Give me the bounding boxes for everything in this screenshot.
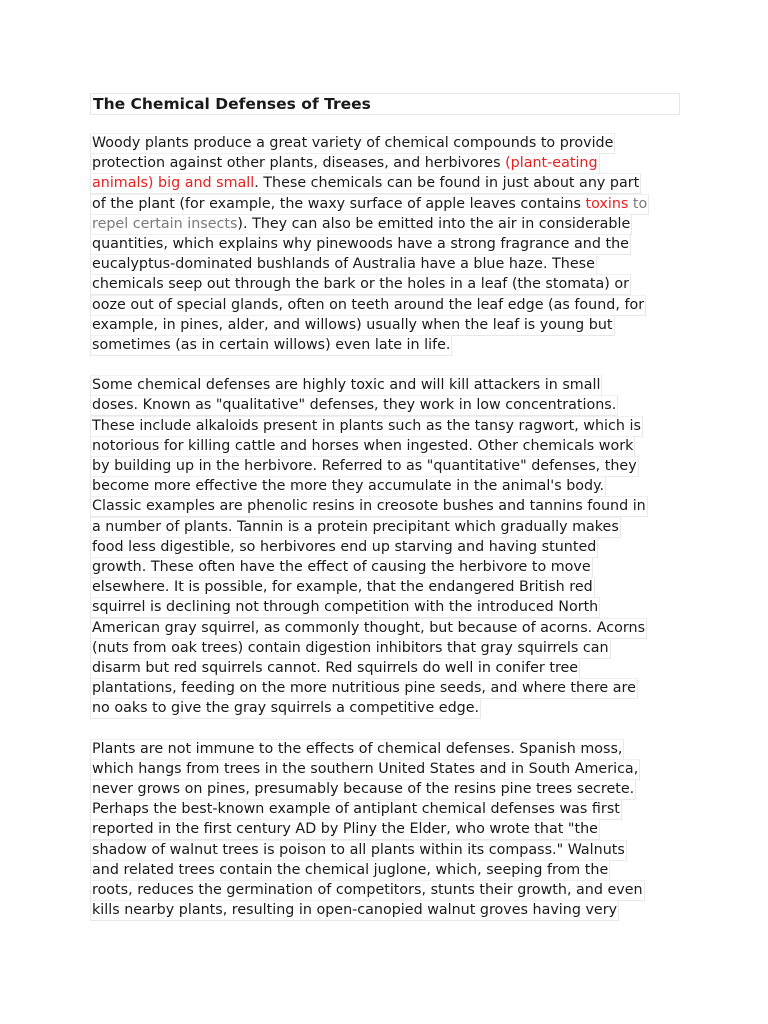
- text-line: [90, 415, 680, 435]
- text-line-box: [90, 759, 640, 780]
- text-line: [90, 697, 680, 717]
- text-line-box: [90, 597, 600, 618]
- text-segment: Plants are not immune to the effects of chemical defenses. Spanish moss,: [92, 740, 623, 757]
- text-line: [90, 576, 680, 596]
- text-line: [90, 435, 680, 455]
- text-line-box: [90, 274, 631, 295]
- text-line-box: [90, 557, 593, 578]
- text-line: [90, 495, 680, 515]
- text-line-box: [90, 860, 610, 881]
- text-line-box: [90, 900, 619, 921]
- text-line-box: [90, 234, 631, 255]
- text-segment: eucalyptus-dominated bushlands of Australia have a blue haze. These: [92, 256, 595, 273]
- text-segment: . These chemicals can be found in just about any part: [254, 175, 640, 192]
- text-segment: sometimes (as in certain willows) even late in life.: [92, 336, 451, 353]
- text-segment: which hangs from trees in the southern United States and in South America,: [92, 760, 639, 777]
- text-line-box: [90, 214, 632, 235]
- gray-highlight-text: repel certain insects: [92, 215, 238, 232]
- text-line: [90, 193, 680, 213]
- text-line: [90, 839, 680, 859]
- text-line: [90, 334, 680, 354]
- text-segment: elsewhere. It is possible, for example, that the endangered British red: [92, 579, 593, 596]
- text-segment: ). They can also be emitted into the air in considerable: [237, 215, 631, 232]
- text-segment: growth. These often have the effect of causing the herbivore to move: [92, 558, 591, 575]
- text-line: [90, 253, 680, 273]
- text-segment: (nuts from oak trees) contain digestion inhibitors that gray squirrels can: [92, 639, 609, 656]
- text-segment: American gray squirrel, as commonly thought, but because of acorns. Acorns: [92, 619, 646, 636]
- text-line: [90, 818, 680, 838]
- text-segment: become more effective the more they accumulate in the animal's body.: [92, 478, 605, 495]
- text-segment: example, in pines, alder, and willows) usually when the leaf is young but: [92, 316, 613, 333]
- text-segment: and related trees contain the chemical juglone, which, seeping from the: [92, 861, 609, 878]
- text-line: [90, 213, 680, 233]
- text-line-box: [90, 335, 452, 356]
- text-line: [90, 132, 680, 152]
- text-line: [90, 394, 680, 414]
- text-line-box: [90, 476, 606, 497]
- red-highlight-text: toxins: [585, 195, 629, 212]
- text-line-box: [90, 678, 638, 699]
- text-line-box: [90, 779, 636, 800]
- text-line: [90, 233, 680, 253]
- document-title: The Chemical Defenses of Trees: [93, 95, 371, 113]
- text-line: [90, 152, 680, 172]
- text-line: [90, 617, 680, 637]
- text-line-box: [90, 416, 643, 437]
- gray-highlight-text: to: [628, 195, 648, 212]
- text-line-box: [90, 496, 648, 517]
- text-line: [90, 859, 680, 879]
- text-segment: squirrel is declining not through competition with the introduced North: [92, 599, 599, 616]
- text-line-box: [90, 577, 595, 598]
- red-highlight-text: (plant-eating: [505, 155, 598, 172]
- text-line: [90, 374, 680, 394]
- paragraph: [90, 374, 680, 717]
- text-line: [90, 738, 680, 758]
- text-segment: plantations, feeding on the more nutritious pine seeds, and where there are: [92, 680, 636, 697]
- text-line: [90, 637, 680, 657]
- text-segment: doses. Known as "qualitative" defenses, they work in low concentrations.: [92, 397, 617, 414]
- text-line-box: [90, 658, 580, 679]
- text-line: [90, 536, 680, 556]
- text-line-box: [90, 315, 615, 336]
- text-segment: of the plant (for example, the waxy surface of apple leaves contains: [92, 195, 586, 212]
- text-line: [90, 778, 680, 798]
- text-line-box: [90, 698, 481, 719]
- text-segment: Classic examples are phenolic resins in creosote bushes and tannins found in: [92, 498, 646, 515]
- text-line: [90, 294, 680, 314]
- title-box: [90, 93, 680, 115]
- text-line: [90, 172, 680, 192]
- text-segment: shadow of walnut trees is poison to all plants within its compass." Walnuts: [92, 841, 625, 858]
- text-line-box: [90, 395, 618, 416]
- text-line: [90, 758, 680, 778]
- text-line-box: [90, 436, 635, 457]
- text-segment: disarm but red squirrels cannot. Red squirrels do well in conifer tree: [92, 659, 579, 676]
- text-line-box: [90, 517, 621, 538]
- text-segment: Perhaps the best-known example of antiplant chemical defenses was first: [92, 801, 620, 818]
- text-segment: never grows on pines, presumably because of the resins pine trees secrete.: [92, 781, 635, 797]
- text-line-box: [90, 840, 627, 861]
- text-line: [90, 798, 680, 818]
- text-line: [90, 556, 680, 576]
- text-line: [90, 314, 680, 334]
- red-highlight-text: animals) big and small: [92, 175, 255, 192]
- text-segment: ooze out of special glands, often on teeth around the leaf edge (as found, for: [92, 296, 645, 313]
- paragraph: [90, 132, 680, 354]
- text-line-box: [90, 618, 647, 639]
- document-page: [90, 93, 680, 919]
- text-line: [90, 475, 680, 495]
- text-segment: roots, reduces the germination of competitors, stunts their growth, and even: [92, 881, 643, 898]
- text-segment: protection against other plants, diseases, and herbivores: [92, 155, 506, 172]
- text-line-box: [90, 254, 597, 275]
- text-segment: food less digestible, so herbivores end up starving and having stunted: [92, 538, 597, 555]
- text-segment: These include alkaloids present in plants such as the tansy ragwort, which is: [92, 417, 641, 434]
- text-line-box: [90, 799, 622, 820]
- text-line: [90, 516, 680, 536]
- text-line: [90, 596, 680, 616]
- text-line-box: [90, 153, 600, 174]
- text-line-box: [90, 456, 639, 477]
- text-line: [90, 657, 680, 677]
- text-line-box: [90, 739, 624, 760]
- text-segment: a number of plants. Tannin is a protein precipitant which gradually makes: [92, 518, 619, 535]
- text-segment: Woody plants produce a great variety of chemical compounds to provide: [92, 135, 614, 151]
- text-line-box: [90, 819, 600, 840]
- text-segment: Some chemical defenses are highly toxic and will kill attackers in small: [92, 377, 601, 394]
- text-line-box: [90, 880, 645, 901]
- text-segment: chemicals seep out through the bark or the holes in a leaf (the stomata) or: [92, 276, 630, 293]
- paragraph: [90, 738, 680, 920]
- text-line: [90, 879, 680, 899]
- text-line-box: [90, 133, 615, 154]
- text-line-box: [90, 537, 598, 558]
- text-segment: by building up in the herbivore. Referred to as "quantitative" defenses, they: [92, 458, 637, 474]
- text-line-box: [90, 638, 611, 659]
- text-segment: no oaks to give the gray squirrels a competitive edge.: [92, 700, 480, 717]
- text-line-box: [90, 375, 602, 396]
- text-line: [90, 677, 680, 697]
- text-line-box: [90, 194, 649, 215]
- text-line-box: [90, 295, 646, 316]
- text-segment: notorious for killing cattle and horses when ingested. Other chemicals work: [92, 437, 634, 454]
- text-segment: reported in the first century AD by Pliny the Elder, who wrote that "the: [92, 821, 598, 838]
- text-line-box: [90, 173, 641, 194]
- text-line: [90, 273, 680, 293]
- text-segment: quantities, which explains why pinewoods have a strong fragrance and the: [92, 235, 629, 252]
- document-body: [90, 132, 680, 919]
- text-line: [90, 899, 680, 919]
- text-line: [90, 455, 680, 475]
- text-segment: kills nearby plants, resulting in open-canopied walnut groves having very: [92, 902, 618, 919]
